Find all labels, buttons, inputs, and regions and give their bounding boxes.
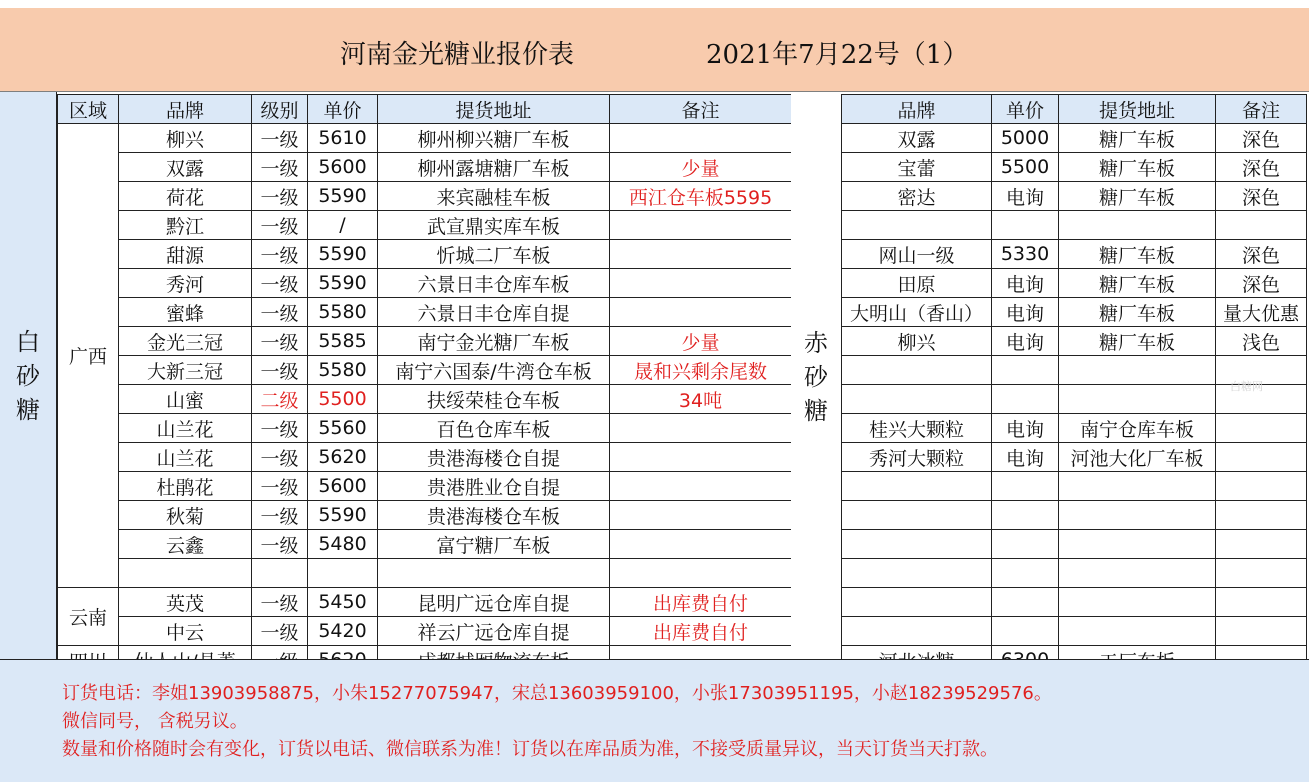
price-cell	[992, 385, 1059, 414]
note-cell	[1216, 588, 1307, 617]
address-cell: 柳州柳兴糖厂车板	[378, 124, 610, 153]
brand-cell: 金光三冠	[119, 327, 252, 356]
note-cell: 少量	[610, 327, 792, 356]
sheet-header	[0, 8, 1309, 92]
address-cell	[1059, 211, 1216, 240]
footer-phone-line: 订货电话：李姐13903958875，小朱15277075947，宋总13603959100，小张17303951195，小赵18239529576。	[62, 683, 1052, 704]
note-cell	[610, 472, 792, 501]
table-row	[842, 414, 1307, 443]
brand-cell: 荷花	[119, 182, 252, 211]
price-cell: 电询	[992, 414, 1059, 443]
address-cell	[1059, 356, 1216, 385]
brand-cell: 黔江	[119, 211, 252, 240]
brand-cell: 大新三冠	[119, 356, 252, 385]
price-cell	[992, 472, 1059, 501]
address-cell: 贵港海楼仓车板	[378, 501, 610, 530]
contact-footer	[0, 659, 1309, 782]
address-cell: 扶绥荣桂仓车板	[378, 385, 610, 414]
column-header: 提货地址	[1059, 95, 1216, 124]
price-cell: 电询	[992, 327, 1059, 356]
price-cell: 5450	[308, 588, 378, 617]
table-row	[58, 530, 792, 559]
note-cell	[1216, 501, 1307, 530]
note-cell	[610, 559, 792, 588]
column-header: 备注	[1216, 95, 1307, 124]
price-cell: 电询	[992, 269, 1059, 298]
note-cell: 出库费自付	[610, 588, 792, 617]
address-cell	[1059, 530, 1216, 559]
note-cell	[1216, 414, 1307, 443]
brown-sugar-char: 糖	[804, 396, 828, 425]
grade-cell: 一级	[252, 211, 308, 240]
table-row	[842, 124, 1307, 153]
table-row	[842, 211, 1307, 240]
address-cell: 昆明广远仓库自提	[378, 588, 610, 617]
note-cell	[1216, 617, 1307, 646]
brand-cell: 秀河	[119, 269, 252, 298]
table-row	[58, 240, 792, 269]
note-cell	[610, 211, 792, 240]
price-cell: 5620	[308, 443, 378, 472]
address-cell: 糖厂车板	[1059, 124, 1216, 153]
brand-cell: 蜜蜂	[119, 298, 252, 327]
brown-sugar-char: 砂	[804, 362, 828, 391]
brand-cell	[842, 617, 992, 646]
price-cell	[992, 501, 1059, 530]
brand-cell	[842, 211, 992, 240]
grade-cell: 一级	[252, 327, 308, 356]
address-cell	[1059, 588, 1216, 617]
note-cell	[610, 530, 792, 559]
page-title: 河南金光糖业报价表	[340, 40, 575, 70]
column-header: 区域	[58, 95, 119, 124]
note-cell: 晟和兴剩余尾数	[610, 356, 792, 385]
address-cell	[1059, 617, 1216, 646]
address-cell: 糖厂车板	[1059, 182, 1216, 211]
table-row	[842, 472, 1307, 501]
grade-cell: 一级	[252, 443, 308, 472]
brand-cell	[842, 356, 992, 385]
price-cell: 5610	[308, 124, 378, 153]
table-row	[842, 269, 1307, 298]
address-cell: 河池大化厂车板	[1059, 443, 1216, 472]
note-cell	[1216, 559, 1307, 588]
brand-cell	[842, 559, 992, 588]
price-cell: 5600	[308, 153, 378, 182]
table-row	[842, 327, 1307, 356]
table-row	[58, 269, 792, 298]
price-cell	[992, 559, 1059, 588]
address-cell	[1059, 559, 1216, 588]
note-cell	[1216, 530, 1307, 559]
address-cell: 南宁六国泰/牛湾仓车板	[378, 356, 610, 385]
price-cell	[992, 530, 1059, 559]
grade-cell: 一级	[252, 588, 308, 617]
brand-cell: 田原	[842, 269, 992, 298]
note-cell: 深色	[1216, 240, 1307, 269]
note-cell: 深色	[1216, 269, 1307, 298]
price-cell	[992, 211, 1059, 240]
address-cell: 糖厂车板	[1059, 153, 1216, 182]
header-date: 2021年7月22号（1）	[706, 40, 969, 70]
column-header: 备注	[610, 95, 792, 124]
brand-cell: 大明山（香山）	[842, 298, 992, 327]
brand-cell: 双露	[842, 124, 992, 153]
address-cell: 糖厂车板	[1059, 327, 1216, 356]
grade-cell	[252, 559, 308, 588]
table-row	[842, 443, 1307, 472]
grade-cell: 一级	[252, 501, 308, 530]
address-cell: 贵港胜业仓自提	[378, 472, 610, 501]
note-cell	[610, 298, 792, 327]
brand-cell: 秋菊	[119, 501, 252, 530]
brand-cell	[842, 385, 992, 414]
price-cell	[992, 356, 1059, 385]
table-row	[842, 153, 1307, 182]
brand-cell: 宝蕾	[842, 153, 992, 182]
table-row	[58, 443, 792, 472]
white-sugar-header-row	[58, 95, 792, 124]
table-row	[58, 414, 792, 443]
note-cell	[1216, 472, 1307, 501]
footer-terms-line: 数量和价格随时会有变化，订货以电话、微信联系为准！订货以在库品质为准，不接受质量异议，当天订货当天打款。	[62, 739, 998, 760]
grade-cell: 一级	[252, 530, 308, 559]
address-cell: 糖厂车板	[1059, 269, 1216, 298]
address-cell: 百色仓库车板	[378, 414, 610, 443]
table-row	[58, 298, 792, 327]
price-cell: 5580	[308, 356, 378, 385]
note-cell	[1216, 443, 1307, 472]
table-row	[842, 530, 1307, 559]
price-cell: 5500	[992, 153, 1059, 182]
note-cell	[610, 240, 792, 269]
address-cell	[378, 559, 610, 588]
white-sugar-char: 白	[16, 327, 40, 356]
table-row	[58, 588, 792, 617]
price-cell: 5600	[308, 472, 378, 501]
footer-wechat-line: 微信同号， 含税另议。	[62, 711, 248, 732]
column-header: 单价	[992, 95, 1059, 124]
brand-cell: 柳兴	[119, 124, 252, 153]
column-header: 品牌	[119, 95, 252, 124]
table-row	[842, 240, 1307, 269]
white-sugar-table	[57, 94, 792, 675]
grade-cell: 一级	[252, 414, 308, 443]
grade-cell: 一级	[252, 617, 308, 646]
note-cell: 量大优惠	[1216, 298, 1307, 327]
table-row	[58, 501, 792, 530]
note-cell: 深色	[1216, 153, 1307, 182]
column-header: 单价	[308, 95, 378, 124]
price-cell: 5560	[308, 414, 378, 443]
grade-cell: 一级	[252, 298, 308, 327]
table-row	[842, 617, 1307, 646]
brand-cell: 英茂	[119, 588, 252, 617]
price-cell: 5590	[308, 501, 378, 530]
brand-cell: 中云	[119, 617, 252, 646]
table-row	[58, 153, 792, 182]
brown-sugar-label	[791, 94, 841, 659]
price-cell: 电询	[992, 298, 1059, 327]
grade-cell: 一级	[252, 240, 308, 269]
price-cell: 5590	[308, 269, 378, 298]
brand-cell: 网山一级	[842, 240, 992, 269]
white-sugar-char: 砂	[16, 361, 40, 390]
address-cell	[1059, 472, 1216, 501]
price-cell: 5000	[992, 124, 1059, 153]
watermark: 白糖网	[1230, 380, 1263, 393]
price-cell	[308, 559, 378, 588]
note-cell	[610, 414, 792, 443]
table-row	[58, 472, 792, 501]
note-cell	[610, 443, 792, 472]
address-cell: 祥云广远仓库自提	[378, 617, 610, 646]
table-row	[58, 327, 792, 356]
note-cell	[610, 124, 792, 153]
price-cell: 5420	[308, 617, 378, 646]
address-cell: 南宁金光糖厂车板	[378, 327, 610, 356]
price-cell: 5480	[308, 530, 378, 559]
grade-cell: 一级	[252, 269, 308, 298]
brand-cell: 甜源	[119, 240, 252, 269]
white-sugar-label	[0, 92, 57, 659]
region-cell: 广西	[58, 124, 119, 588]
table-row	[58, 356, 792, 385]
address-cell: 六景日丰仓库自提	[378, 298, 610, 327]
price-cell: 5585	[308, 327, 378, 356]
address-cell	[1059, 385, 1216, 414]
brand-cell	[119, 559, 252, 588]
brand-cell: 云鑫	[119, 530, 252, 559]
grade-cell: 一级	[252, 356, 308, 385]
address-cell: 武宣鼎实库车板	[378, 211, 610, 240]
brand-cell: 山蜜	[119, 385, 252, 414]
note-cell: 少量	[610, 153, 792, 182]
grade-cell: 一级	[252, 182, 308, 211]
price-cell: 5500	[308, 385, 378, 414]
brand-cell	[842, 588, 992, 617]
note-cell: 深色	[1216, 124, 1307, 153]
address-cell: 糖厂车板	[1059, 240, 1216, 269]
table-row	[58, 385, 792, 414]
white-sugar-char: 糖	[16, 395, 40, 424]
address-cell: 糖厂车板	[1059, 298, 1216, 327]
address-cell: 柳州露塘糖厂车板	[378, 153, 610, 182]
price-cell: 5590	[308, 240, 378, 269]
price-cell: 电询	[992, 182, 1059, 211]
address-cell: 忻城二厂车板	[378, 240, 610, 269]
table-row	[842, 298, 1307, 327]
table-row	[58, 617, 792, 646]
table-row	[842, 182, 1307, 211]
note-cell	[1216, 211, 1307, 240]
region-cell: 云南	[58, 588, 119, 646]
table-row	[58, 211, 792, 240]
table-row	[58, 559, 792, 588]
brand-cell: 柳兴	[842, 327, 992, 356]
note-cell: 浅色	[1216, 327, 1307, 356]
column-header: 品牌	[842, 95, 992, 124]
brand-cell	[842, 530, 992, 559]
grade-cell: 一级	[252, 153, 308, 182]
column-header: 提货地址	[378, 95, 610, 124]
table-row	[842, 501, 1307, 530]
grade-cell: 一级	[252, 124, 308, 153]
brand-cell: 秀河大颗粒	[842, 443, 992, 472]
brand-cell: 山兰花	[119, 414, 252, 443]
brand-cell	[842, 472, 992, 501]
table-row	[58, 124, 792, 153]
address-cell: 富宁糖厂车板	[378, 530, 610, 559]
price-cell: 5590	[308, 182, 378, 211]
address-cell: 贵港海楼仓自提	[378, 443, 610, 472]
note-cell	[610, 501, 792, 530]
price-cell: 5580	[308, 298, 378, 327]
brand-cell: 密达	[842, 182, 992, 211]
note-cell: 西江仓车板5595	[610, 182, 792, 211]
address-cell: 来宾融桂车板	[378, 182, 610, 211]
brand-cell: 山兰花	[119, 443, 252, 472]
table-row	[842, 588, 1307, 617]
address-cell: 南宁仓库车板	[1059, 414, 1216, 443]
brand-cell	[842, 501, 992, 530]
note-cell: 深色	[1216, 182, 1307, 211]
brand-cell: 杜鹃花	[119, 472, 252, 501]
price-cell: /	[308, 211, 378, 240]
table-row	[842, 559, 1307, 588]
table-row	[58, 182, 792, 211]
brand-cell: 双露	[119, 153, 252, 182]
brown-sugar-char: 赤	[804, 328, 828, 357]
brand-cell: 桂兴大颗粒	[842, 414, 992, 443]
grade-cell: 一级	[252, 472, 308, 501]
price-cell: 电询	[992, 443, 1059, 472]
price-cell	[992, 617, 1059, 646]
address-cell: 六景日丰仓库车板	[378, 269, 610, 298]
address-cell	[1059, 501, 1216, 530]
column-header: 级别	[252, 95, 308, 124]
note-cell: 34吨	[610, 385, 792, 414]
price-cell: 5330	[992, 240, 1059, 269]
grade-cell: 二级	[252, 385, 308, 414]
brown-sugar-header-row	[842, 95, 1307, 124]
note-cell	[610, 269, 792, 298]
note-cell: 出库费自付	[610, 617, 792, 646]
price-cell	[992, 588, 1059, 617]
